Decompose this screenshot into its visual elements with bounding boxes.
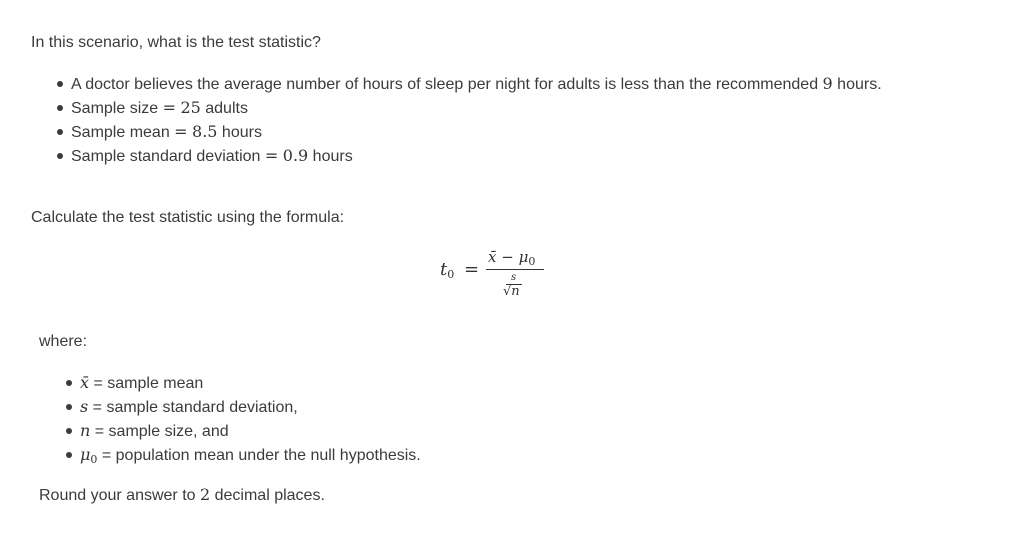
test-statistic-formula <box>440 250 560 310</box>
scenario-list <box>71 72 882 168</box>
list-item: $\mu_0$ = population mean under the null hypothesis. <box>80 445 421 466</box>
where-label: where: <box>39 333 88 350</box>
rounding-instruction: Round your answer to 2 decimal places. <box>39 485 325 504</box>
question-text: In this scenario, what is the test statistic? <box>31 34 321 51</box>
list-item: Sample standard deviation = 0.9 hours <box>71 144 882 168</box>
calc-prompt: Calculate the test statistic using the formula: <box>31 209 345 226</box>
list-item: A doctor believes the average number of hours of sleep per night for adults is less than the recommended 9 hours. <box>71 72 882 96</box>
list-item: n = sample size, and <box>80 419 421 443</box>
formula-denominator-top: s <box>511 272 517 283</box>
list-item: s = sample standard deviation, <box>80 395 421 419</box>
formula-numerator: x̄ − $\mu_0$ <box>488 248 536 268</box>
list-item: x̄ = sample mean <box>80 371 421 395</box>
definitions-list <box>80 371 421 467</box>
formula-equals: = <box>464 259 480 280</box>
list-item: Sample mean = 8.5 hours <box>71 120 882 144</box>
formula-lhs: $t_0$ <box>440 259 455 281</box>
fraction-bar <box>486 269 544 270</box>
formula-denominator-bottom: √n <box>503 284 520 299</box>
list-item: Sample size = 25 adults <box>71 96 882 120</box>
